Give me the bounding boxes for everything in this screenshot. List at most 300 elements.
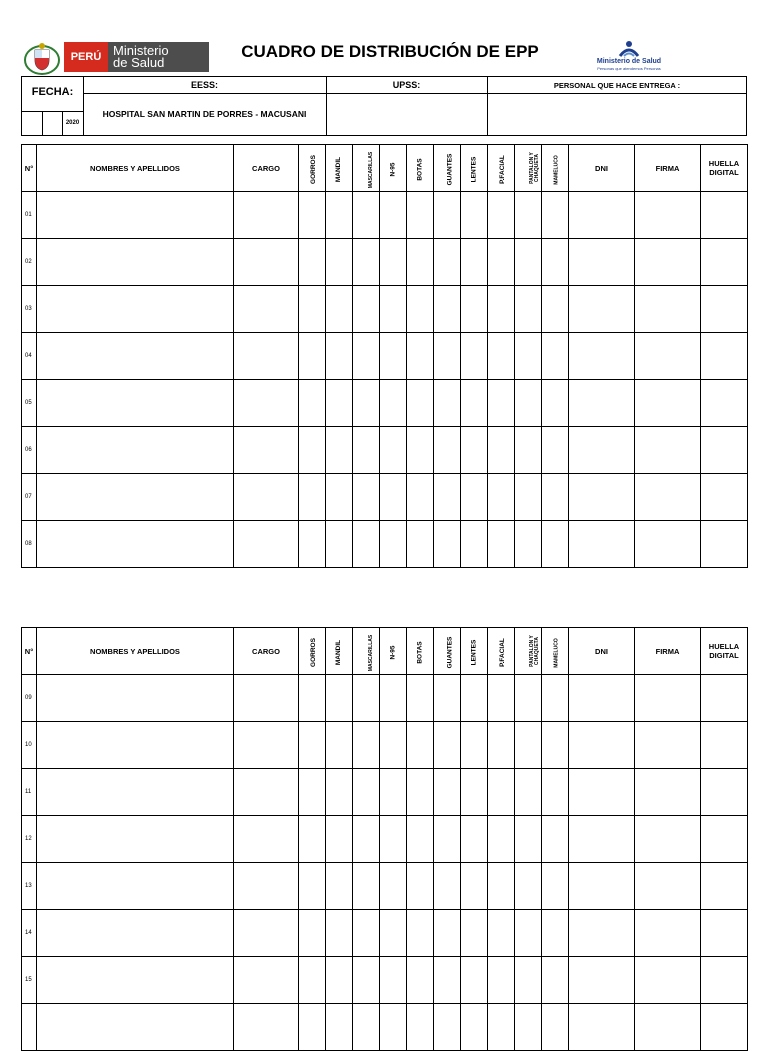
entry-cell[interactable] xyxy=(299,192,326,239)
entry-cell[interactable] xyxy=(515,333,542,380)
entry-cell[interactable] xyxy=(461,863,488,910)
entry-cell[interactable] xyxy=(701,286,748,333)
col-cargo: CARGO xyxy=(234,628,299,675)
entry-cell[interactable] xyxy=(635,474,701,521)
entry-cell[interactable] xyxy=(37,380,234,427)
entry-cell[interactable] xyxy=(380,675,407,722)
entry-cell[interactable] xyxy=(461,910,488,957)
entry-cell[interactable] xyxy=(701,427,748,474)
entry-cell[interactable] xyxy=(326,427,353,474)
entry-cell[interactable] xyxy=(569,816,635,863)
entry-cell[interactable] xyxy=(234,816,299,863)
epp-table-1 xyxy=(21,144,748,568)
entry-cell[interactable] xyxy=(569,333,635,380)
entry-cell[interactable] xyxy=(37,816,234,863)
entry-cell[interactable] xyxy=(488,380,515,427)
entry-cell[interactable] xyxy=(353,910,380,957)
entry-cell[interactable] xyxy=(488,474,515,521)
col-num: N° xyxy=(22,145,37,192)
row-number: 10 xyxy=(22,722,37,769)
entry-cell[interactable] xyxy=(701,192,748,239)
entry-cell[interactable] xyxy=(380,722,407,769)
entry-cell[interactable] xyxy=(407,521,434,568)
entry-cell[interactable] xyxy=(234,333,299,380)
entry-cell[interactable] xyxy=(461,722,488,769)
entry-cell[interactable] xyxy=(37,957,234,1004)
entry-cell[interactable] xyxy=(299,863,326,910)
entry-cell[interactable] xyxy=(569,957,635,1004)
entry-cell[interactable] xyxy=(234,957,299,1004)
col-mandil-label: MANDIL xyxy=(335,639,343,665)
entry-cell[interactable] xyxy=(542,1004,569,1051)
entry-cell[interactable] xyxy=(461,675,488,722)
entry-cell[interactable] xyxy=(461,286,488,333)
entry-cell[interactable] xyxy=(380,816,407,863)
entry-cell[interactable] xyxy=(635,722,701,769)
entry-cell[interactable] xyxy=(461,816,488,863)
entry-cell[interactable] xyxy=(434,286,461,333)
entry-cell[interactable] xyxy=(542,769,569,816)
entry-cell[interactable] xyxy=(542,192,569,239)
entry-cell[interactable] xyxy=(434,769,461,816)
entry-cell[interactable] xyxy=(380,769,407,816)
entry-cell[interactable] xyxy=(353,675,380,722)
entry-cell[interactable] xyxy=(569,427,635,474)
entry-cell[interactable] xyxy=(299,957,326,1004)
entry-cell[interactable] xyxy=(461,380,488,427)
col-gorros-label: GORROS xyxy=(309,637,317,667)
entry-cell[interactable] xyxy=(380,474,407,521)
entry-cell[interactable] xyxy=(353,333,380,380)
entry-cell[interactable] xyxy=(353,816,380,863)
entry-cell[interactable] xyxy=(701,722,748,769)
col-pfacial-label: P.FACIAL xyxy=(498,154,506,184)
entry-cell[interactable] xyxy=(701,863,748,910)
entry-cell[interactable] xyxy=(299,816,326,863)
row-number: 12 xyxy=(22,816,37,863)
eess-value[interactable]: HOSPITAL SAN MARTIN DE PORRES - MACUSANI xyxy=(102,109,307,119)
entry-cell[interactable] xyxy=(380,380,407,427)
entry-cell[interactable] xyxy=(234,474,299,521)
entry-cell[interactable] xyxy=(701,1004,748,1051)
entry-cell[interactable] xyxy=(380,286,407,333)
entry-cell[interactable] xyxy=(434,957,461,1004)
row-number: 13 xyxy=(22,863,37,910)
entry-cell[interactable] xyxy=(299,722,326,769)
col-mascarillas xyxy=(353,628,380,675)
entry-cell[interactable] xyxy=(299,286,326,333)
entry-cell[interactable] xyxy=(542,474,569,521)
row-number: 15 xyxy=(22,957,37,1004)
col-gorros xyxy=(299,628,326,675)
col-n95 xyxy=(380,145,407,192)
entry-cell[interactable] xyxy=(380,957,407,1004)
entry-cell[interactable] xyxy=(407,722,434,769)
entry-cell[interactable] xyxy=(407,286,434,333)
entry-cell[interactable] xyxy=(635,910,701,957)
entry-cell[interactable] xyxy=(326,333,353,380)
entry-cell[interactable] xyxy=(542,333,569,380)
col-mameluco-label: MAMELUCO xyxy=(553,637,560,668)
entry-cell[interactable] xyxy=(461,474,488,521)
col-dni: DNI xyxy=(569,145,635,192)
entry-cell[interactable] xyxy=(461,769,488,816)
entry-cell[interactable] xyxy=(407,769,434,816)
entry-cell[interactable] xyxy=(635,1004,701,1051)
entry-cell[interactable] xyxy=(299,675,326,722)
entry-cell[interactable] xyxy=(569,675,635,722)
entry-cell[interactable] xyxy=(37,863,234,910)
entry-cell[interactable] xyxy=(37,333,234,380)
entry-cell[interactable] xyxy=(407,863,434,910)
entry-cell[interactable] xyxy=(488,1004,515,1051)
entry-cell[interactable] xyxy=(701,675,748,722)
entry-cell[interactable] xyxy=(353,722,380,769)
entry-cell[interactable] xyxy=(434,239,461,286)
entry-cell[interactable] xyxy=(407,957,434,1004)
entry-cell[interactable] xyxy=(407,910,434,957)
entry-cell[interactable] xyxy=(326,521,353,568)
col-dni: DNI xyxy=(569,628,635,675)
entry-cell[interactable] xyxy=(542,910,569,957)
entry-cell[interactable] xyxy=(37,521,234,568)
col-nombres: NOMBRES Y APELLIDOS xyxy=(37,628,234,675)
eess-label: EESS: xyxy=(190,80,218,90)
ministry-brand-block xyxy=(108,42,209,72)
entry-cell[interactable] xyxy=(326,957,353,1004)
entry-cell[interactable] xyxy=(635,521,701,568)
entry-cell[interactable] xyxy=(434,722,461,769)
entry-cell[interactable] xyxy=(434,380,461,427)
col-guantes xyxy=(434,145,461,192)
entry-cell[interactable] xyxy=(326,910,353,957)
entry-cell[interactable] xyxy=(407,333,434,380)
entry-cell[interactable] xyxy=(488,286,515,333)
entry-cell[interactable] xyxy=(353,957,380,1004)
entry-cell[interactable] xyxy=(635,192,701,239)
entry-cell[interactable] xyxy=(542,957,569,1004)
entry-cell[interactable] xyxy=(407,816,434,863)
entry-cell[interactable] xyxy=(234,427,299,474)
entry-cell[interactable] xyxy=(434,1004,461,1051)
row-number: 01 xyxy=(22,192,37,239)
row-number: 09 xyxy=(22,675,37,722)
entry-cell[interactable] xyxy=(515,286,542,333)
entry-cell[interactable] xyxy=(37,722,234,769)
entry-cell[interactable] xyxy=(515,863,542,910)
entry-cell[interactable] xyxy=(299,1004,326,1051)
entry-cell[interactable] xyxy=(542,816,569,863)
table-row xyxy=(22,722,748,769)
entry-cell[interactable] xyxy=(380,521,407,568)
entry-cell[interactable] xyxy=(569,380,635,427)
entry-cell[interactable] xyxy=(326,816,353,863)
entry-cell[interactable] xyxy=(569,863,635,910)
entry-cell[interactable] xyxy=(542,380,569,427)
entry-cell[interactable] xyxy=(569,192,635,239)
entry-cell[interactable] xyxy=(326,192,353,239)
entry-cell[interactable] xyxy=(635,427,701,474)
entry-cell[interactable] xyxy=(380,333,407,380)
table-row xyxy=(22,769,748,816)
entry-cell[interactable] xyxy=(569,769,635,816)
entry-cell[interactable] xyxy=(515,192,542,239)
entry-cell[interactable] xyxy=(434,816,461,863)
entry-cell[interactable] xyxy=(37,427,234,474)
entry-cell[interactable] xyxy=(515,957,542,1004)
entry-cell[interactable] xyxy=(434,333,461,380)
entry-cell[interactable] xyxy=(569,910,635,957)
col-nombres: NOMBRES Y APELLIDOS xyxy=(37,145,234,192)
table-row xyxy=(22,863,748,910)
minsa-logo-line-2: Personas que atendemos Personas xyxy=(597,66,661,71)
entry-cell[interactable] xyxy=(488,816,515,863)
entry-cell[interactable] xyxy=(353,286,380,333)
entry-cell[interactable] xyxy=(515,769,542,816)
entry-cell[interactable] xyxy=(569,474,635,521)
col-mandil xyxy=(326,145,353,192)
entry-cell[interactable] xyxy=(299,769,326,816)
entry-cell[interactable] xyxy=(234,1004,299,1051)
entry-cell[interactable] xyxy=(380,427,407,474)
entry-cell[interactable] xyxy=(234,239,299,286)
entry-cell[interactable] xyxy=(635,957,701,1004)
entry-cell[interactable] xyxy=(234,910,299,957)
entry-cell[interactable] xyxy=(701,521,748,568)
entry-cell[interactable] xyxy=(515,380,542,427)
entry-cell[interactable] xyxy=(461,239,488,286)
entry-cell[interactable] xyxy=(488,957,515,1004)
entry-cell[interactable] xyxy=(488,333,515,380)
entry-cell[interactable] xyxy=(326,769,353,816)
entry-cell[interactable] xyxy=(515,1004,542,1051)
table-row xyxy=(22,521,748,568)
entry-cell[interactable] xyxy=(461,333,488,380)
minsa-logo-text xyxy=(592,58,666,72)
entry-cell[interactable] xyxy=(380,192,407,239)
entry-cell[interactable] xyxy=(353,427,380,474)
entry-cell[interactable] xyxy=(234,192,299,239)
entry-cell[interactable] xyxy=(380,910,407,957)
ministry-line-1: Ministerio xyxy=(113,43,169,58)
entry-cell[interactable] xyxy=(515,474,542,521)
entry-cell[interactable] xyxy=(234,521,299,568)
entry-cell[interactable] xyxy=(701,239,748,286)
entry-cell[interactable] xyxy=(569,521,635,568)
entry-cell[interactable] xyxy=(380,863,407,910)
col-botas-label: BOTAS xyxy=(416,157,424,181)
col-pantalon-label: PANTALON Y CHAQUETA xyxy=(529,152,540,184)
entry-cell[interactable] xyxy=(326,863,353,910)
entry-cell[interactable] xyxy=(326,239,353,286)
entry-cell[interactable] xyxy=(353,239,380,286)
entry-cell[interactable] xyxy=(326,380,353,427)
entry-cell[interactable] xyxy=(407,380,434,427)
entry-cell[interactable] xyxy=(542,427,569,474)
entry-cell[interactable] xyxy=(407,1004,434,1051)
col-mascarillas xyxy=(353,145,380,192)
table-row xyxy=(22,192,748,239)
entry-cell[interactable] xyxy=(701,957,748,1004)
entry-cell[interactable] xyxy=(488,769,515,816)
entry-cell[interactable] xyxy=(635,239,701,286)
entry-cell[interactable] xyxy=(542,722,569,769)
entry-cell[interactable] xyxy=(234,286,299,333)
table-header-row xyxy=(22,145,748,192)
entry-cell[interactable] xyxy=(635,816,701,863)
row-number: 14 xyxy=(22,910,37,957)
entry-cell[interactable] xyxy=(37,239,234,286)
entry-cell[interactable] xyxy=(353,474,380,521)
entry-cell[interactable] xyxy=(488,722,515,769)
col-botas-label: BOTAS xyxy=(416,640,424,664)
peru-brand-label: PERÚ xyxy=(64,42,108,72)
table-row xyxy=(22,1004,748,1051)
entry-cell[interactable] xyxy=(569,1004,635,1051)
entry-cell[interactable] xyxy=(37,769,234,816)
entry-cell[interactable] xyxy=(515,675,542,722)
entry-cell[interactable] xyxy=(37,1004,234,1051)
entry-cell[interactable] xyxy=(515,521,542,568)
entry-cell[interactable] xyxy=(299,380,326,427)
entry-cell[interactable] xyxy=(515,722,542,769)
entry-cell[interactable] xyxy=(326,286,353,333)
entry-cell[interactable] xyxy=(488,239,515,286)
row-number: 03 xyxy=(22,286,37,333)
entry-cell[interactable] xyxy=(701,910,748,957)
entry-cell[interactable] xyxy=(515,239,542,286)
entry-cell[interactable] xyxy=(434,863,461,910)
entry-cell[interactable] xyxy=(488,192,515,239)
entry-cell[interactable] xyxy=(234,675,299,722)
col-gorros xyxy=(299,145,326,192)
entry-cell[interactable] xyxy=(326,474,353,521)
entry-cell[interactable] xyxy=(635,333,701,380)
entry-cell[interactable] xyxy=(353,769,380,816)
col-pfacial-label: P.FACIAL xyxy=(498,637,506,667)
entry-cell[interactable] xyxy=(407,675,434,722)
entry-cell[interactable] xyxy=(353,1004,380,1051)
row-number xyxy=(22,1004,37,1051)
row-number: 04 xyxy=(22,333,37,380)
col-huella: HUELLA DIGITAL xyxy=(701,628,748,675)
table-row xyxy=(22,474,748,521)
col-mandil xyxy=(326,628,353,675)
entry-cell[interactable] xyxy=(353,192,380,239)
document-title: CUADRO DE DISTRIBUCIÓN DE EPP xyxy=(241,42,539,61)
col-cargo: CARGO xyxy=(234,145,299,192)
col-botas xyxy=(407,628,434,675)
entry-cell[interactable] xyxy=(380,239,407,286)
entry-cell[interactable] xyxy=(234,863,299,910)
entry-cell[interactable] xyxy=(37,910,234,957)
entry-cell[interactable] xyxy=(234,769,299,816)
entry-cell[interactable] xyxy=(434,521,461,568)
entry-cell[interactable] xyxy=(37,675,234,722)
col-firma: FIRMA xyxy=(635,628,701,675)
entry-cell[interactable] xyxy=(434,675,461,722)
entry-cell[interactable] xyxy=(515,910,542,957)
entry-cell[interactable] xyxy=(407,427,434,474)
personal-entrega-label: PERSONAL QUE HACE ENTREGA : xyxy=(553,81,681,90)
entry-cell[interactable] xyxy=(434,192,461,239)
entry-cell[interactable] xyxy=(353,863,380,910)
entry-cell[interactable] xyxy=(569,286,635,333)
entry-cell[interactable] xyxy=(569,239,635,286)
entry-cell[interactable] xyxy=(299,333,326,380)
entry-cell[interactable] xyxy=(635,286,701,333)
entry-cell[interactable] xyxy=(701,769,748,816)
entry-cell[interactable] xyxy=(407,239,434,286)
col-lentes-label: LENTES xyxy=(470,639,478,665)
entry-cell[interactable] xyxy=(515,427,542,474)
entry-cell[interactable] xyxy=(353,521,380,568)
entry-cell[interactable] xyxy=(461,427,488,474)
entry-cell[interactable] xyxy=(326,675,353,722)
entry-cell[interactable] xyxy=(701,816,748,863)
entry-cell[interactable] xyxy=(234,380,299,427)
col-firma: FIRMA xyxy=(635,145,701,192)
entry-cell[interactable] xyxy=(701,380,748,427)
entry-cell[interactable] xyxy=(488,910,515,957)
entry-cell[interactable] xyxy=(461,957,488,1004)
entry-cell[interactable] xyxy=(37,192,234,239)
entry-cell[interactable] xyxy=(488,427,515,474)
entry-cell[interactable] xyxy=(488,675,515,722)
entry-cell[interactable] xyxy=(569,722,635,769)
entry-cell[interactable] xyxy=(542,675,569,722)
entry-cell[interactable] xyxy=(299,521,326,568)
entry-cell[interactable] xyxy=(299,910,326,957)
entry-cell[interactable] xyxy=(299,474,326,521)
entry-cell[interactable] xyxy=(353,380,380,427)
entry-cell[interactable] xyxy=(542,521,569,568)
entry-cell[interactable] xyxy=(461,521,488,568)
entry-cell[interactable] xyxy=(407,474,434,521)
entry-cell[interactable] xyxy=(37,474,234,521)
entry-cell[interactable] xyxy=(434,474,461,521)
entry-cell[interactable] xyxy=(635,863,701,910)
entry-cell[interactable] xyxy=(299,239,326,286)
entry-cell[interactable] xyxy=(234,722,299,769)
entry-cell[interactable] xyxy=(461,192,488,239)
entry-cell[interactable] xyxy=(635,380,701,427)
entry-cell[interactable] xyxy=(326,722,353,769)
row-number: 11 xyxy=(22,769,37,816)
entry-cell[interactable] xyxy=(407,192,434,239)
col-n95-label: N-95 xyxy=(389,644,397,660)
entry-cell[interactable] xyxy=(488,521,515,568)
entry-cell[interactable] xyxy=(515,816,542,863)
entry-cell[interactable] xyxy=(635,675,701,722)
entry-cell[interactable] xyxy=(542,863,569,910)
entry-cell[interactable] xyxy=(380,1004,407,1051)
entry-cell[interactable] xyxy=(461,1004,488,1051)
col-pfacial xyxy=(488,628,515,675)
entry-cell[interactable] xyxy=(701,474,748,521)
entry-cell[interactable] xyxy=(299,427,326,474)
entry-cell[interactable] xyxy=(434,427,461,474)
entry-cell[interactable] xyxy=(326,1004,353,1051)
entry-cell[interactable] xyxy=(542,286,569,333)
entry-cell[interactable] xyxy=(488,863,515,910)
entry-cell[interactable] xyxy=(635,769,701,816)
entry-cell[interactable] xyxy=(542,239,569,286)
col-huella: HUELLA DIGITAL xyxy=(701,145,748,192)
entry-cell[interactable] xyxy=(701,333,748,380)
entry-cell[interactable] xyxy=(37,286,234,333)
entry-cell[interactable] xyxy=(434,910,461,957)
